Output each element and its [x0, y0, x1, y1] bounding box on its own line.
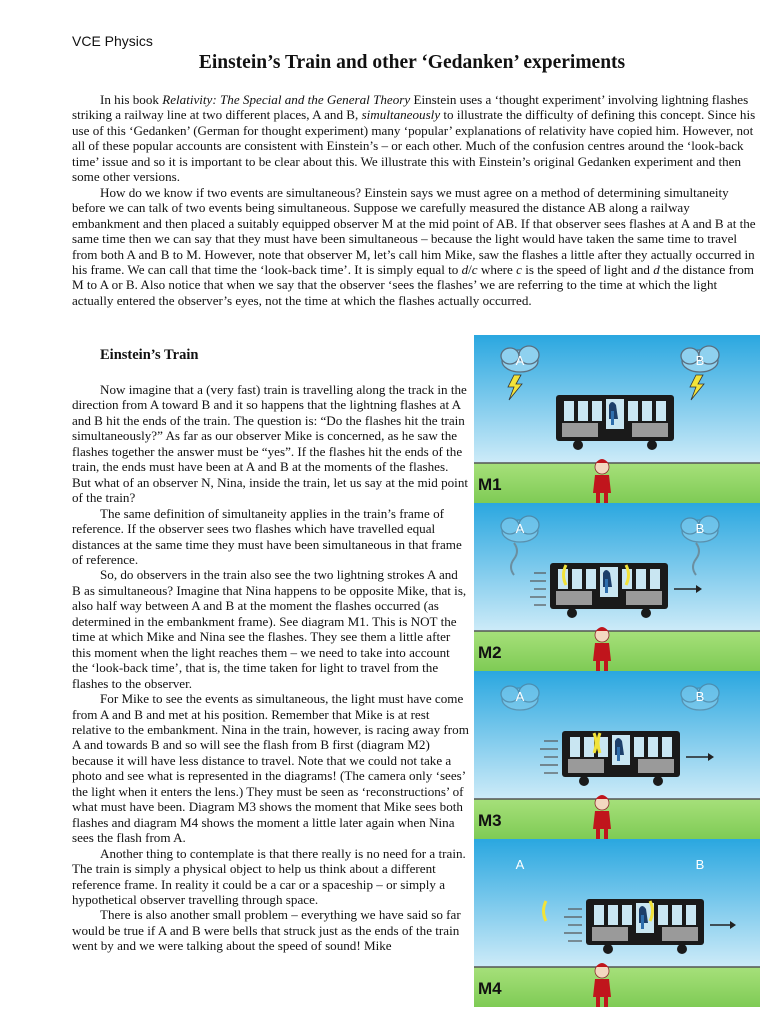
- diagram-label: M4: [478, 979, 502, 998]
- diagram-m2-illustration: [474, 503, 760, 671]
- body-paragraph: Another thing to contemplate is that there really is no need for a train. The train is simply a physical object to help us think about a different reference frame. In reality it could be a car or a spaceship – or simply a hypothetical observer travelling through space.: [72, 845, 466, 907]
- intro-paragraph-2: How do we know if two events are simultaneous? Einstein says we must agree on a method of determining simultaneity before we can talk of two events being simultaneous. Suppose we carefully measured the distance AB along a railway embankment and then placed a suitably equipped observer M at the mid point of AB. If that observer sees flashes at A and B at the same time then we can say that they must have been simultaneous – because the light would have taken the same time to travel from both A and B to M. However, note that observer M, let’s call him Mike, saw the flashes a little after they actually occurred in his frame. We can call that time the ‘look-back time’. It is simply equal to d/c where c is the speed of light and d the distance from M to A or B. Also notice that when we say that the observer ‘sees the flashes’ we are referring to the time at which the light actually entered the observer’s eyes, not the time at which the flashes actually occurred.: [72, 184, 756, 308]
- cloud-b-label: B: [695, 521, 705, 536]
- diagram-m1-illustration: [474, 335, 760, 503]
- cloud-a-label: A: [515, 521, 525, 536]
- diagram-m4: [474, 839, 760, 1007]
- book-title: Relativity: The Special and the General Theory: [162, 92, 411, 107]
- body-paragraph: For Mike to see the events as simultaneous, the light must have come from A and B and met at his position. Remember that Mike is at rest relative to the embankment. Nina in the train, however, is racing away from A and towards B and so will see the flash from B first (diagram M2) because it will have less distance to travel. Note that we could not take a photo and see what is represented in the diagrams! (The camera only ‘sees’ the light when it enters the lens.) They must be seen as ‘reconstructions’ of what must have been. Diagram M3 shows the moment that Mike sees both flashes and diagram M4 shows the moment a little later again when Nina sees the flash from A.: [72, 691, 469, 846]
- diagram-label: M3: [478, 811, 502, 830]
- diagram-m2: [474, 503, 760, 671]
- body-paragraph: The same definition of simultaneity applies in the train’s frame of reference. If the observer sees two flashes which have travelled equal distances at the same time they must have been simultaneous in that frame of reference.: [72, 505, 462, 567]
- cloud-b-label: B: [695, 689, 705, 704]
- cloud-a-label: A: [515, 689, 525, 704]
- body-paragraph: There is also another small problem – everything we have said so far would be true if A and B were bells that struck just as the ends of the train went by and we were talking about the speed of sound! Mike: [72, 907, 461, 954]
- diagram-m1: [474, 335, 760, 503]
- diagram-m4-illustration: [474, 839, 760, 1007]
- cloud-a-label: A: [515, 857, 525, 872]
- diagram-m3: [474, 671, 760, 839]
- cloud-b-label: B: [695, 353, 705, 368]
- emphasis-simultaneously: simultaneously: [361, 107, 441, 123]
- diagram-label: M1: [478, 475, 502, 494]
- body-paragraph: So, do observers in the train also see the two lightning strokes A and B as simultaneous? Imagine that Nina happens to be opposite Mike, that is, also half way between A and B at the moment the flashes occurred (as determined in the embankment frame). See diagram M1. This is NOT the time at which Mike and Nina see the flashes. They see them a little after this moment when the light reaches them – we need to take into account the ‘look-back time’, that is, the time taken for light to travel from the flashes to the observer.: [72, 567, 467, 691]
- body-paragraph: Now imagine that a (very fast) train is travelling along the track in the direction from A toward B and it so happens that the lightning flashes at A and B hit the ends of the train. The question is: “Do the flashes hit the train simultaneously?” As far as our observer Mike is concerned, as he saw the flashes together the answer must be “yes”. If the flashes hit the ends of the train, the ends must have been at A and B at the moments of the flashes. But what of an observer N, Nina, inside the train, let us say at the mid point of the train?: [72, 382, 469, 506]
- diagram-label: M2: [478, 643, 502, 662]
- diagram-m3-illustration: [474, 671, 760, 839]
- section-title: Einstein’s Train: [100, 347, 199, 363]
- diagram-column: [474, 335, 760, 1007]
- body-column: [72, 382, 469, 954]
- course-header: VCE Physics: [72, 33, 153, 49]
- intro-text: [72, 92, 758, 308]
- cloud-a-label: A: [515, 353, 525, 368]
- page-title: Einstein’s Train and other ‘Gedanken’ experiments: [198, 52, 626, 73]
- cloud-b-label: B: [695, 857, 705, 872]
- intro-paragraph-1: In his book Relativity: The Special and the General Theory Einstein uses a ‘thought experiment’ involving lightning flashes striking a railway line at two different places, A and B, simultaneously to illustrate the difficulty of defining this concept. Since his use of this ‘Gedanken’ (German for thought experiment) many ‘popular’ explanations of relativity have copied him. However, not all of these popular accounts are consistent with Einstein’s – or each other. Much of the confusion centres around the ‘look-back time’ issue and so it is important to be clear about this. We illustrate this with Einstein’s original Gedanken experiment and then some other versions.: [72, 92, 756, 185]
